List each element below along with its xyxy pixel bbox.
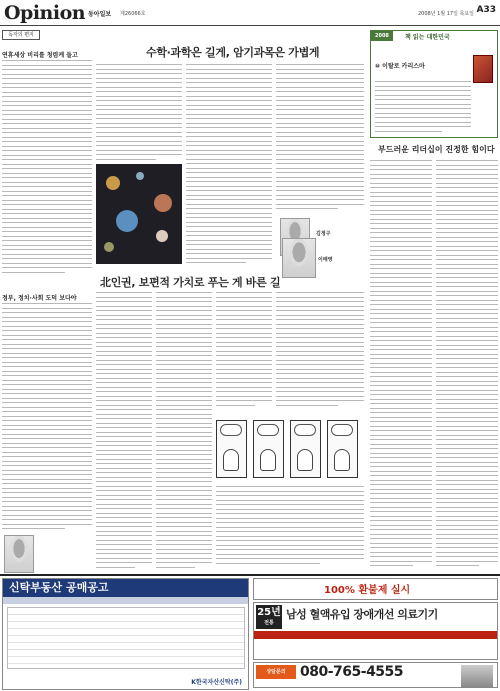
letter-body-2 xyxy=(2,303,92,535)
page-header xyxy=(0,0,500,26)
advertisement-area xyxy=(0,574,500,691)
medical-device-ad-body xyxy=(253,602,498,660)
letter-writer-photo xyxy=(4,535,34,573)
article-2-headline: 北인권, 보편적 가치로 푸는 게 바른 길 xyxy=(100,276,281,289)
book-review-col-2 xyxy=(436,160,498,568)
section-title: Opinion xyxy=(4,2,86,24)
paper-name: 동아일보 xyxy=(88,11,112,18)
issue-date: 2008년 1월 17일 목요일 xyxy=(417,11,474,17)
article-1-col-3 xyxy=(276,64,364,214)
main-column xyxy=(96,30,366,570)
phone-number: 080-765-4555 xyxy=(300,664,404,680)
comic-panel-1 xyxy=(216,420,247,478)
comic-strip xyxy=(216,420,366,480)
refund-ad-headline: 100% 환불제 실시 xyxy=(324,585,411,596)
tradition-badge xyxy=(256,605,282,629)
medical-device-headline: 남성 혈액유입 장애개선 의료기기 xyxy=(286,608,438,621)
reader-letter-label: 독자의 편지 xyxy=(2,30,40,40)
tradition-badge-years: 25년 xyxy=(257,607,281,618)
tradition-badge-label: 전통 xyxy=(264,620,274,626)
article-2-col-2 xyxy=(156,292,212,568)
comic-panel-4 xyxy=(327,420,358,478)
left-column xyxy=(2,30,92,570)
article-1-col-2 xyxy=(186,64,272,264)
article-1-headline: 수학·과학은 길게, 암기과목은 가볍게 xyxy=(146,46,320,59)
book-review-headline: 부드러운 리더십이 진정한 힘이다 xyxy=(378,145,495,154)
product-photo xyxy=(461,665,493,687)
trust-auction-ad xyxy=(2,578,249,690)
comic-panel-3 xyxy=(290,420,321,478)
phone-contact-box xyxy=(253,662,498,688)
refund-ad-banner xyxy=(253,578,498,600)
trust-company-logo: K한국자산신탁(주) xyxy=(191,679,242,686)
trust-auction-title: 신탁부동산 공매공고 xyxy=(3,579,248,597)
phone-label: 상담문의 xyxy=(256,665,296,679)
book-item-title: ⑩ 이탈로 카리스마 xyxy=(375,63,425,70)
page-number: A33 xyxy=(476,5,496,15)
right-column xyxy=(370,30,498,570)
article-2-col-4 xyxy=(216,486,364,568)
book-review-col-1 xyxy=(370,160,432,568)
article-1-author: 김정구 xyxy=(316,231,331,237)
medical-device-ad xyxy=(253,578,498,690)
book-feature-tag: 2008 xyxy=(371,31,393,41)
article-1-byline xyxy=(316,230,331,237)
article-1-col-1 xyxy=(96,64,182,162)
letter-headline-2: 정부, 정치·사회 도덕 보다야 xyxy=(2,295,77,302)
article-2-author-photo xyxy=(282,238,316,278)
article-2-col-1 xyxy=(96,292,152,568)
letter-headline-1: 연휴세상 비리를 청렴케 들고 xyxy=(2,52,78,59)
article-2-byline xyxy=(318,256,333,263)
issue-number: 제26066호 xyxy=(120,11,146,17)
article-2-author: 이태영 xyxy=(318,257,333,263)
comic-panel-2 xyxy=(253,420,284,478)
book-feature-box xyxy=(370,30,498,138)
planets-illustration xyxy=(96,164,182,264)
article-2-col-5 xyxy=(276,292,364,412)
book-feature-title: 책 읽는 대한민국 xyxy=(405,34,450,41)
book-cover-image xyxy=(473,55,493,83)
letter-body-1 xyxy=(2,60,92,280)
book-feature-body xyxy=(375,81,471,135)
trust-auction-subtitle-bar xyxy=(3,597,248,604)
article-2-col-3 xyxy=(216,292,272,412)
trust-auction-table xyxy=(7,607,245,669)
medical-device-strip xyxy=(254,631,497,639)
